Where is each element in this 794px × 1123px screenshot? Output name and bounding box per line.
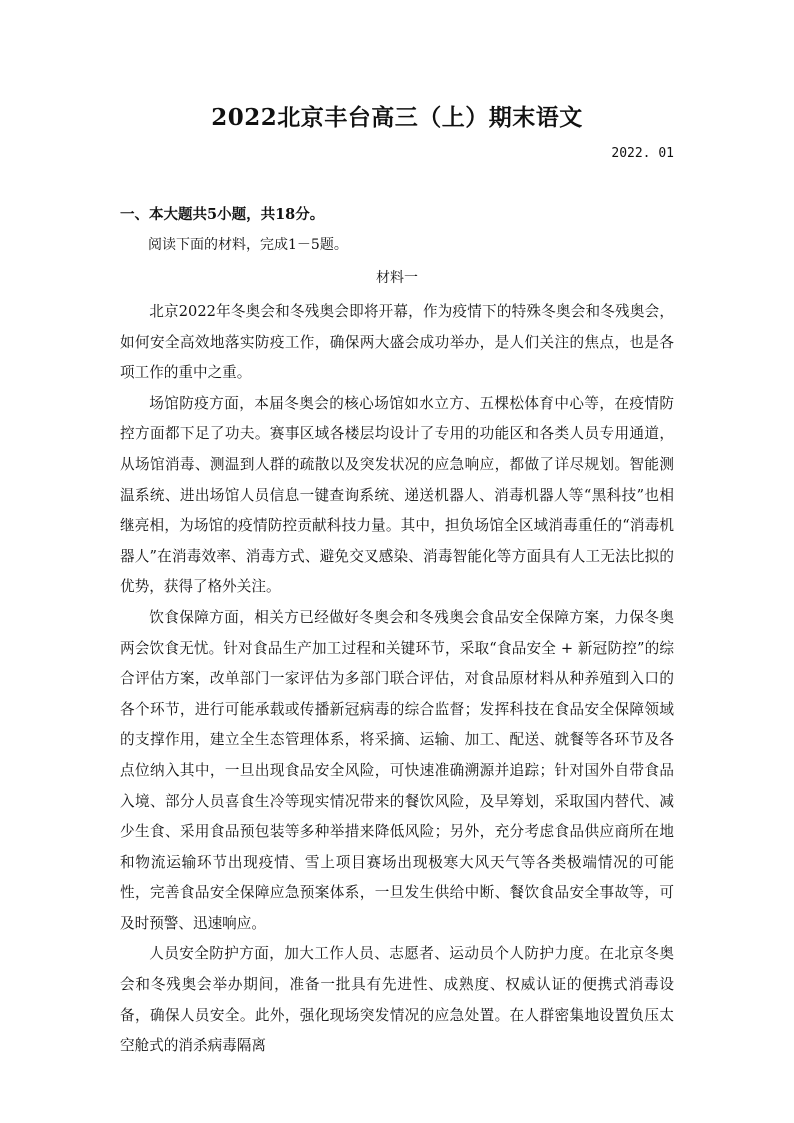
paragraph: 人员安全防护方面，加大工作人员、志愿者、运动员个人防护力度。在北京冬奥会和冬残奥会举办期间，准备一批具有先进性、成熟度、权威认证的便携式消毒设备，确保人员安全。此外，强化现场突发情况的应急处置。在人群密集地设置负压太空舱式的消杀病毒隔离 bbox=[120, 945, 674, 1055]
reading-instruction: 阅读下面的材料，完成1－5题。 bbox=[148, 237, 348, 253]
material-body bbox=[120, 297, 674, 1062]
document-date: 2022. 01 bbox=[611, 146, 674, 161]
paragraph: 饮食保障方面，相关方已经做好冬奥会和冬残奥会食品安全保障方案，力保冬奥两会饮食无忧。针对食品生产加工过程和关键环节，采取“食品安全 + 新冠防控”的综合评估方案，改单部门一家评估为多部门联合评估，对食品原材料从种养殖到入口的各个环节，进行可能承载或传播新冠病毒的综合监督；发挥科技在食品安全保障领域的支撑作用，建立全生态管理体系，将采摘、运输、加工、配送、就餐等各环节及各点位纳入其中，一旦出现食品安全风险，可快速准确溯源并追踪；针对国外自带食品入境、部分人员喜食生冷等现实情况带来的餐饮风险，及早筹划，采取国内替代、减少生食、采用食品预包装等多种举措来降低风险；另外，充分考虑食品供应商所在地和物流运输环节出现疫情、雪上项目赛场出现极寒大风天气等各类极端情况的可能性，完善食品安全保障应急预案体系，一旦发生供给中断、餐饮食品安全事故等，可及时预警、迅速响应。 bbox=[120, 608, 674, 932]
document-title: 2022北京丰台高三（上）期末语文 bbox=[211, 104, 583, 131]
material-title: 材料一 bbox=[376, 270, 418, 286]
paragraph: 场馆防疫方面，本届冬奥会的核心场馆如水立方、五棵松体育中心等，在疫情防控方面都下足了功夫。赛事区域各楼层均设计了专用的功能区和各类人员专用通道，从场馆消毒、测温到人群的疏散以及突发状况的应急响应，都做了详尽规划。智能测温系统、进出场馆人员信息一键查询系统、递送机器人、消毒机器人等“黑科技”也相继亮相，为场馆的疫情防控贡献科技力量。其中，担负场馆全区域消毒重任的“消毒机器人”在消毒效率、消毒方式、避免交叉感染、消毒智能化等方面具有人工无法比拟的优势，获得了格外关注。 bbox=[120, 394, 674, 596]
paragraph: 北京2022年冬奥会和冬残奥会即将开幕，作为疫情下的特殊冬奥会和冬残奥会，如何安全高效地落实防疫工作，确保两大盛会成功举办，是人们关注的焦点，也是各项工作的重中之重。 bbox=[120, 303, 674, 382]
section-heading: 一、本大题共5小题，共18分。 bbox=[120, 206, 325, 223]
